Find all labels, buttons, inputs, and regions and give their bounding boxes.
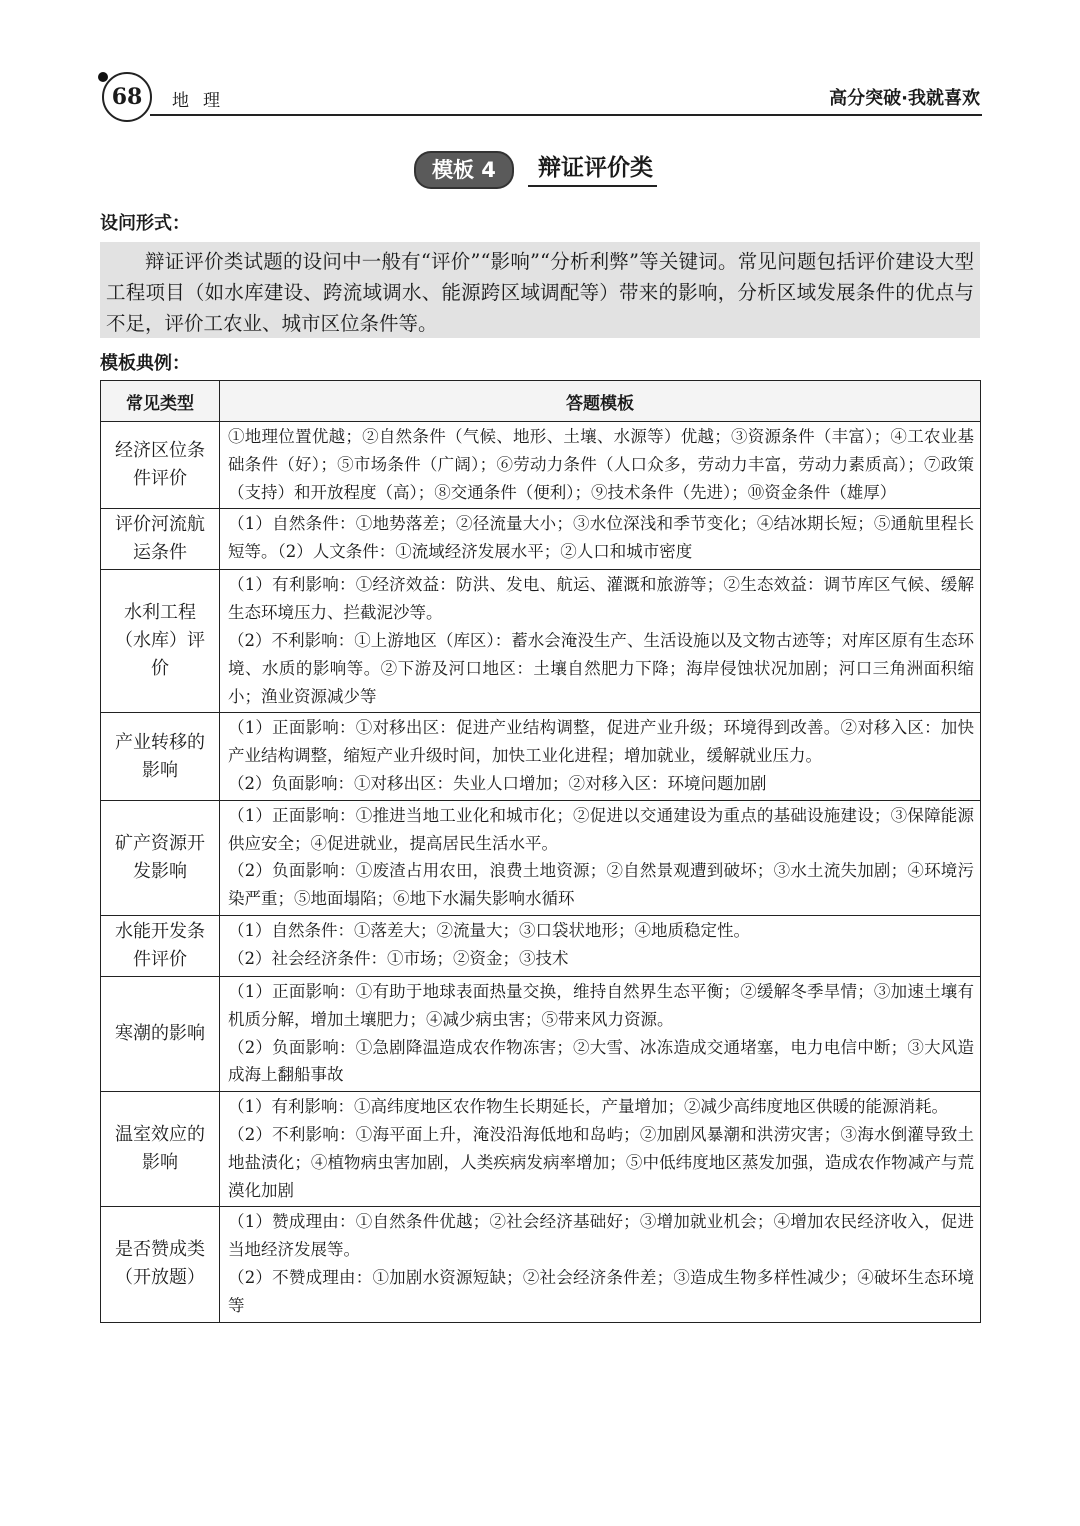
examples-label: 模板典例： [100,353,190,374]
row-content [220,1092,981,1207]
content-line: （1）自然条件：①落差大；②流量大；③口袋状地形；④地质稳定性。 [228,920,750,940]
row-type: 矿产资源开发影响 [101,800,220,915]
header-slogan: 高分突破·我就喜欢 [829,88,980,109]
template-badge: 模板 4 [414,151,514,189]
table-row [101,1092,981,1207]
table-row [101,800,981,915]
row-type: 寒潮的影响 [101,976,220,1091]
row-type: 产业转移的影响 [101,713,220,800]
table-header-row [101,381,981,422]
table-row [101,570,981,713]
content-line: （1）有利影响：①高纬度地区农作物生长期延长，产量增加；②减少高纬度地区供暖的能源消耗。 [228,1097,948,1117]
row-type: 评价河流航运条件 [101,509,220,570]
header-rule [150,114,982,116]
content-line: （2）负面影响：①急剧降温造成农作物冻害；②大雪、冰冻造成交通堵塞，电力电信中断；③大风造成海上翻船事故 [228,1037,974,1085]
content-line: （2）不利影响：①上游地区（库区）：蓄水会淹没生产、生活设施以及文物古迹等；对库区原有生态环境、水质的影响等。②下游及河口地区：土壤自然肥力下降；海岸侵蚀状况加剧；河口三角洲面积缩小；渔业资源减少等 [228,630,974,706]
template-title [414,152,657,188]
table-row [101,422,981,509]
row-type: 水利工程（水库）评价 [101,570,220,713]
table-row [101,509,981,570]
row-type: 水能开发条件评价 [101,915,220,976]
content-line: （1）自然条件：①地势落差；②径流量大小；③水位深浅和季节变化；④结冰期长短；⑤通航里程长短等。（2）人文条件：①流域经济发展水平；②人口和城市密度 [228,514,974,562]
content-line: （1）正面影响：①有助于地球表面热量交换，维持自然界生态平衡；②缓解冬季旱情；③加速土壤有机质分解，增加土壤肥力；④减少病虫害；⑤带来风力资源。 [228,981,974,1029]
content-line: （1）正面影响：①对移出区：促进产业结构调整，促进产业升级；环境得到改善。②对移入区：加快产业结构调整，缩短产业升级时间，加快工业化进程；增加就业，缓解就业压力。 [228,718,974,766]
row-type: 经济区位条件评价 [101,422,220,509]
question-form-text: 辩证评价类试题的设问中一般有“评价”“影响”“分析利弊”等关键词。常见问题包括评价建设大型工程项目（如水库建设、跨流域调水、能源跨区域调配等）带来的影响，分析区域发展条件的优点与不足，评价工农业、城市区位条件等。 [100,242,980,338]
row-content [220,713,981,800]
row-content [220,509,981,570]
row-content [220,800,981,915]
template-name: 辩证评价类 [528,153,657,187]
page-number: 68 [102,72,152,122]
page-header [98,70,982,116]
table-row [101,915,981,976]
content-line: （1）正面影响：①推进当地工业化和城市化；②促进以交通建设为重点的基础设施建设；③保障能源供应安全；④促进就业，提高居民生活水平。 [228,805,974,853]
table-row [101,1207,981,1322]
row-content [220,422,981,509]
template-table [100,380,981,1323]
table-row [101,976,981,1091]
content-line: （2）社会经济条件：①市场；②资金；③技术 [228,948,569,968]
content-line: （2）负面影响：①对移出区：失业人口增加；②对移入区：环境问题加剧 [228,773,767,793]
table-row [101,713,981,800]
header-type: 常见类型 [101,381,220,422]
row-content [220,1207,981,1322]
row-content [220,915,981,976]
row-type: 是否赞成类（开放题） [101,1207,220,1322]
content-line: （2）不赞成理由：①加剧水资源短缺；②社会经济条件差；③造成生物多样性减少；④破坏生态环境等 [228,1267,974,1315]
subject-label: 地理 [172,91,234,111]
row-content [220,976,981,1091]
content-line: （1）有利影响：①经济效益：防洪、发电、航运、灌溉和旅游等；②生态效益：调节库区气候、缓解生态环境压力、拦截泥沙等。 [228,575,974,623]
content-line: （1）赞成理由：①自然条件优越；②社会经济基础好；③增加就业机会；④增加农民经济收入，促进当地经济发展等。 [228,1212,974,1260]
content-line: ①地理位置优越；②自然条件（气候、地形、土壤、水源等）优越；③资源条件（丰富）；④工农业基础条件（好）；⑤市场条件（广阔）；⑥劳动力条件（人口众多，劳动力丰富，劳动力素质高）；⑦政策（支持）和开放程度（高）；⑧交通条件（便利）；⑨技术条件（先进）；⑩资金条件（雄厚） [228,427,974,502]
content-line: （2）负面影响：①废渣占用农田，浪费土地资源；②自然景观遭到破坏；③水土流失加剧；④环境污染严重；⑤地面塌陷；⑥地下水漏失影响水循环 [228,861,974,909]
header-template: 答题模板 [220,381,981,422]
row-type: 温室效应的影响 [101,1092,220,1207]
row-content [220,570,981,713]
question-form-label: 设问形式： [100,213,190,234]
content-line: （2）不利影响：①海平面上升，淹没沿海低地和岛屿；②加剧风暴潮和洪涝灾害；③海水倒灌导致土地盐渍化；④植物病虫害加剧，人类疾病发病率增加；⑤中低纬度地区蒸发加强，造成农作物减产与荒漠化加剧 [228,1124,974,1200]
